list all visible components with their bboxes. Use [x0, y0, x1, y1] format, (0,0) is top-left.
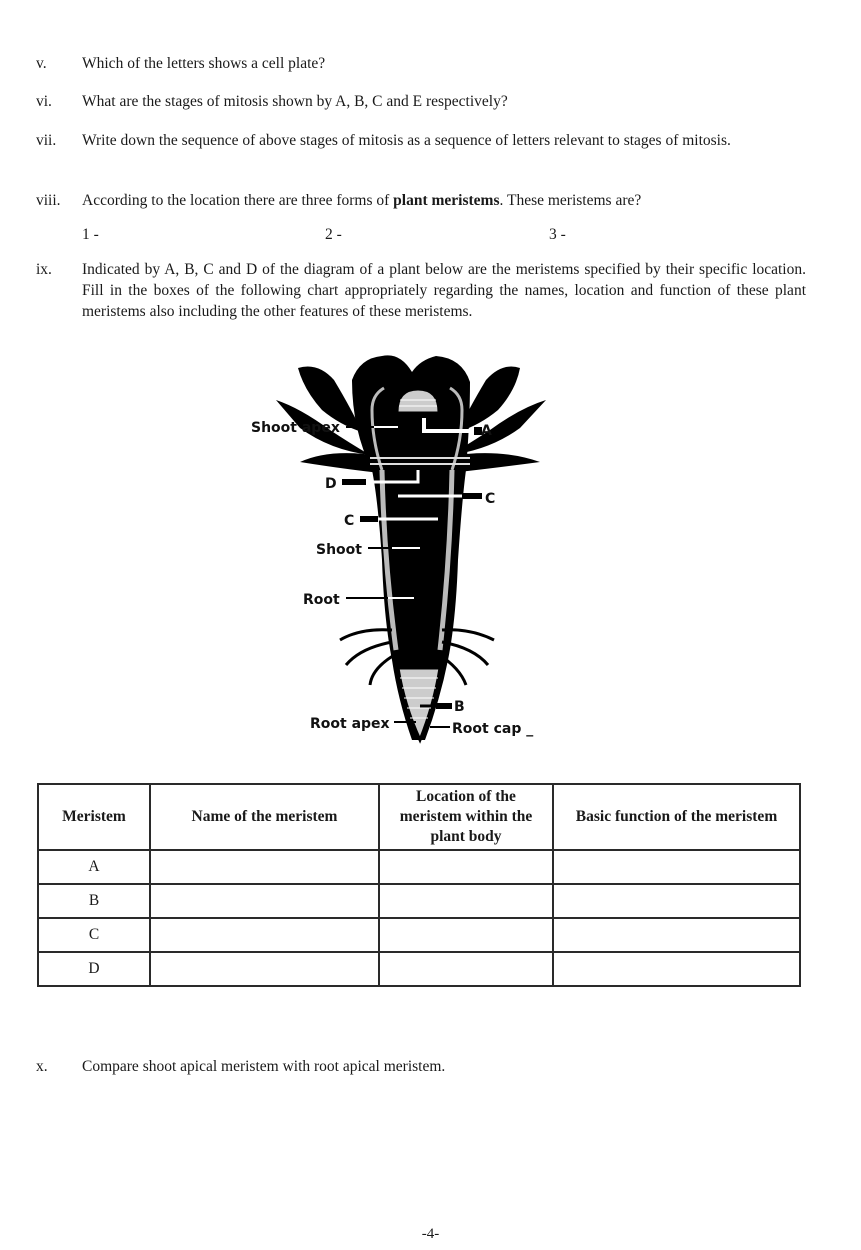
question-number: x.	[36, 1058, 48, 1075]
label-shoot-apex: Shoot apex	[251, 420, 340, 436]
table-header-row	[38, 784, 800, 850]
cell-function[interactable]	[553, 918, 800, 952]
table-row	[38, 884, 800, 918]
question-number: ix.	[36, 261, 52, 278]
label-root: Root	[303, 592, 340, 608]
table-row	[38, 918, 800, 952]
question-vii	[36, 130, 806, 151]
blank-2[interactable]: 2 -	[325, 226, 342, 243]
label-a: A	[481, 423, 492, 439]
table-row	[38, 850, 800, 884]
cell-function[interactable]	[553, 884, 800, 918]
question-number: vii.	[36, 132, 57, 149]
question-text	[82, 190, 806, 211]
label-d: D	[325, 476, 337, 492]
page-number: -4-	[421, 1226, 440, 1242]
cell-location[interactable]	[379, 918, 553, 952]
blank-3[interactable]: 3 -	[549, 226, 566, 243]
text-before: According to the location there are three forms of	[82, 192, 394, 209]
table-row	[38, 952, 800, 986]
question-x	[36, 1056, 806, 1077]
label-c-left: C	[344, 513, 355, 529]
answer-blanks	[82, 226, 782, 246]
header-function: Basic function of the meristem	[553, 784, 800, 850]
cell-meristem: C	[38, 918, 150, 952]
cell-meristem: D	[38, 952, 150, 986]
question-number: viii.	[36, 192, 61, 209]
label-root-apex: Root apex	[310, 716, 390, 732]
cell-function[interactable]	[553, 952, 800, 986]
blank-1[interactable]: 1 -	[82, 226, 99, 243]
cell-name[interactable]	[150, 918, 379, 952]
question-text: Write down the sequence of above stages of mitosis as a sequence of letters relevant to stages of mitosis.	[82, 132, 731, 149]
cell-meristem: A	[38, 850, 150, 884]
bold-term: plant meristems	[393, 192, 500, 209]
header-meristem: Meristem	[38, 784, 150, 850]
cell-location[interactable]	[379, 850, 553, 884]
question-text: Compare shoot apical meristem with root apical meristem.	[82, 1058, 446, 1075]
cell-meristem: B	[38, 884, 150, 918]
question-ix	[36, 259, 806, 322]
question-text: Indicated by A, B, C and D of the diagram of a plant below are the meristems specified by their specific location. Fill in the boxes of the following chart appropriately regarding the names, location and function of these plant meristems also including the other features of these meristems.	[82, 261, 806, 320]
question-v	[36, 53, 806, 74]
question-viii	[36, 190, 806, 211]
cell-name[interactable]	[150, 952, 379, 986]
header-location: Location of the meristem within the plant body	[379, 784, 553, 850]
text-after: . These meristems are?	[499, 192, 642, 209]
cell-function[interactable]	[553, 850, 800, 884]
question-vi	[36, 91, 806, 112]
question-number: v.	[36, 55, 47, 72]
cell-location[interactable]	[379, 952, 553, 986]
label-shoot: Shoot	[316, 542, 362, 558]
question-text: What are the stages of mitosis shown by A, B, C and E respectively?	[82, 93, 508, 110]
question-text: Which of the letters shows a cell plate?	[82, 55, 326, 72]
header-name: Name of the meristem	[150, 784, 379, 850]
cell-name[interactable]	[150, 850, 379, 884]
cell-location[interactable]	[379, 884, 553, 918]
question-number: vi.	[36, 93, 52, 110]
cell-name[interactable]	[150, 884, 379, 918]
plant-meristem-diagram	[240, 352, 560, 752]
label-c-right: C	[485, 491, 496, 507]
label-root-cap: Root cap _	[452, 721, 534, 737]
meristem-table	[37, 783, 801, 987]
label-b: B	[454, 699, 465, 715]
